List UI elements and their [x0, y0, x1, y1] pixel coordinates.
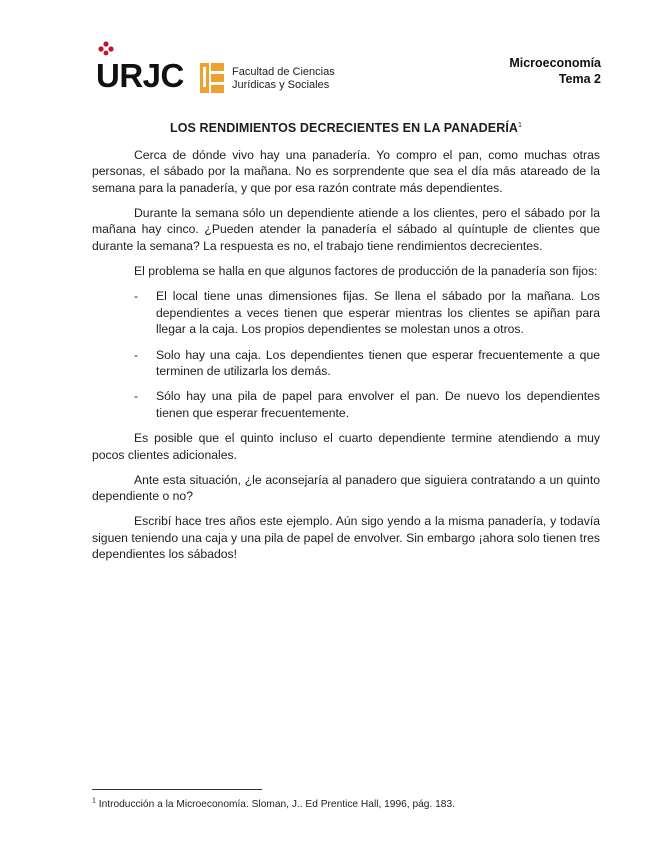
urjc-logo-text: URJC	[96, 57, 184, 94]
footnote	[92, 798, 600, 811]
list-item-text: Solo hay una caja. Los dependientes tienen que esperar frecuentemente a que terminen de utilizarla los demás.	[156, 347, 600, 379]
paragraph: Escribí hace tres años este ejemplo. Aún sigo yendo a la misma panadería, y todavía siguen teniendo una caja y una pila de papel de envolver. Sin embargo ¡ahora solo tienen tres dependientes los sábados!	[92, 514, 600, 562]
list-item	[92, 288, 600, 338]
paragraph: Durante la semana sólo un dependiente atiende a los clientes, pero el sábado por la mañana hay cinco. ¿Pueden atender la panadería el sábado al quíntuple de clientes que durante la semana? La respuesta es no, el trabajo tiene rendimientos decrecientes.	[92, 205, 600, 254]
faculty-line-1: Facultad de Ciencias	[232, 66, 335, 78]
paragraph: Ante esta situación, ¿le aconsejaría al panadero que siguiera contratando a un quinto dependiente o no?	[92, 472, 600, 504]
faculty-name	[232, 66, 335, 92]
faculty-line-2: Jurídicas y Sociales	[232, 79, 330, 91]
article-title	[92, 120, 600, 137]
article-title-text: LOS RENDIMIENTOS DECRECIENTES EN LA PANADERÍA	[169, 121, 519, 135]
list-item-text: El local tiene unas dimensiones fijas. Se llena el sábado por la mañana. Los dependientes a veces tienen que esperar mientras los clientes se apiñan para llegar a la caja. Los propios dependientes se molestan unos a otros.	[156, 289, 600, 337]
paragraph: El problema se halla en que algunos factores de producción de la panadería son fijos:	[134, 264, 598, 279]
article-body	[92, 120, 600, 572]
paragraph: Cerca de dónde vivo hay una panadería. Yo compro el pan, como muchas otras personas, el sábado por la mañana. No es sorprendente que sea el día más atareado de la semana para la panadería, y que por esa razón contrate más dependientes.	[92, 147, 600, 195]
footnote-text: Introducción a la Microeconomía. Sloman, J.. Ed Prentice Hall, 1996, pág. 183.	[98, 799, 455, 810]
urjc-logo	[96, 40, 196, 96]
bullet-dash: -	[134, 389, 139, 404]
fixed-factors-list	[92, 288, 600, 421]
crown-dots-icon	[96, 40, 136, 58]
footnote-marker: 1	[92, 797, 96, 805]
course-name: Microeconomía	[509, 56, 601, 70]
course-label	[509, 55, 601, 87]
bullet-dash: -	[134, 347, 139, 362]
list-item	[92, 388, 600, 421]
footnote-divider	[92, 789, 262, 790]
paragraph: Es posible que el quinto incluso el cuarto dependiente termine atendiendo a muy pocos clientes adicionales.	[92, 430, 600, 462]
faculty-js-logo-icon	[200, 63, 224, 93]
title-footnote-ref: 1	[518, 121, 523, 129]
bullet-dash: -	[134, 289, 139, 304]
course-topic: Tema 2	[558, 72, 601, 86]
list-item-text: Sólo hay una pila de papel para envolver el pan. De nuevo los dependientes tienen que esperar frecuentemente.	[156, 389, 600, 420]
page-header	[96, 40, 601, 100]
list-item	[92, 347, 600, 380]
